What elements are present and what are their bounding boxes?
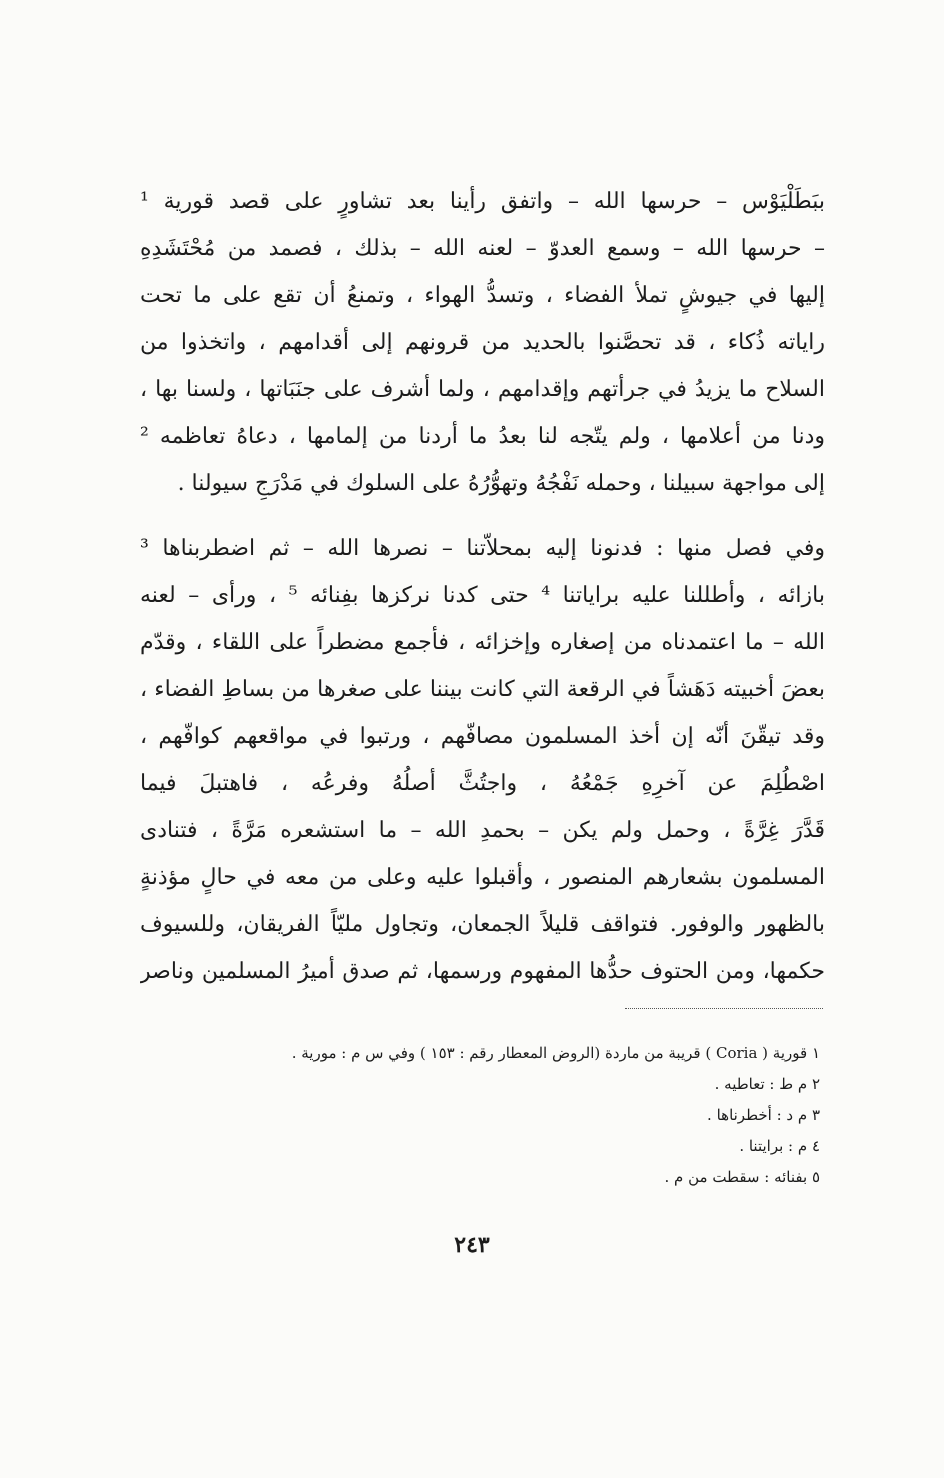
text-line: وفي فصل منها : فدنونا إليه بمحلاّتنا – نصرها الله – ثم اضطربناها ³ xyxy=(140,536,825,561)
text-line: – حرسها الله – وسمع العدوّ – لعنه الله – بذلك ، فصمد من مُحْتَشَدِهِ xyxy=(140,236,825,261)
footnote: ٥ بفنائه : سقطت من م . xyxy=(664,1168,820,1186)
footnote: ٤ م : برايتنا . xyxy=(739,1137,820,1155)
text-line: بازائه ، وأطللنا عليه براياتنا ⁴ حتى كدنا نركزها بفِنائه ⁵ ، ورأى – لعنه xyxy=(140,583,825,608)
text-line: السلاح ما يزيدُ في جرأتهم وإقدامهم ، ولما أشرف على جنَبَاتها ، ولسنا بها ، xyxy=(140,377,825,402)
footnote-separator xyxy=(625,1008,823,1009)
paragraph-1 xyxy=(140,178,825,507)
paragraph-2 xyxy=(140,525,825,995)
page-number: ٢٤٣ xyxy=(454,1232,490,1258)
text-line: ودنا من أعلامها ، ولم يتّجه لنا بعدُ ما أردنا من إلمامها ، دعاهُ تعاظمه ² xyxy=(140,424,825,449)
text-line: ببَطَلْيَوْس – حرسها الله – واتفق رأينا بعد تشاورٍ على قصد قورية ¹ xyxy=(140,189,825,214)
footnote: ٢ م ط : تعاطيه . xyxy=(714,1075,820,1093)
text-line: بالظهور والوفور. فتواقف قليلاً الجمعان، وتجاول مليّاً الفريقان، وللسيوف xyxy=(140,912,825,937)
text-line: قَدَّرَ غِرَّةً ، وحمل ولم يكن – بحمدِ الله – ما استشعره مَرَّةً ، فتنادى xyxy=(140,818,825,843)
footnote: ٣ م د : أخطرناها . xyxy=(707,1106,820,1124)
text-line: المسلمون بشعارهم المنصور ، وأقبلوا عليه وعلى من معه في حالٍ مؤذنةٍ xyxy=(140,865,825,890)
text-line: وقد تيقّنَ أنّه إن أخذ المسلمون مصافّهم ، ورتبوا في مواقعهم كوافّهم ، xyxy=(140,724,825,749)
footnote: ١ قورية ( Coria ) قريبة من ماردة (الروض المعطار رقم : ١٥٣ ) وفي س م : مورية . xyxy=(291,1044,820,1062)
text-line: حكمها، ومن الحتوف حدُّها المفهوم ورسمها، ثم صدق أميرُ المسلمين وناصر xyxy=(140,959,825,984)
text-line: إليها في جيوشٍ تملأ الفضاء ، وتسدُّ الهواء ، وتمنعُ أن تقع على ما تحت xyxy=(140,283,825,308)
text-line: بعضَ أخبيته دَهَشاً في الرقعة التي كانت بيننا على صغرها من بساطِ الفضاء ، xyxy=(140,677,825,702)
text-line: اصْطُلِمَ عن آخرِهِ جَمْعُهُ ، واجتُثَّ أصلُهُ وفرعُه ، فاهتبلَ فيما xyxy=(140,771,825,796)
text-line: راياته ذُكاء ، قد تحصَّنوا بالحديد من قرونهم إلى أقدامهم ، واتخذوا من xyxy=(140,330,825,355)
footnotes xyxy=(140,1038,820,1193)
text-line: إلى مواجهة سبيلنا ، وحمله نَفْجُهُ وتهوُّرُهُ على السلوك في مَدْرَجِ سيولنا . xyxy=(177,471,825,496)
text-line: الله – ما اعتمدناه من إصغاره وإخزائه ، فأجمع مضطراً على اللقاء ، وقدّم xyxy=(140,630,825,655)
